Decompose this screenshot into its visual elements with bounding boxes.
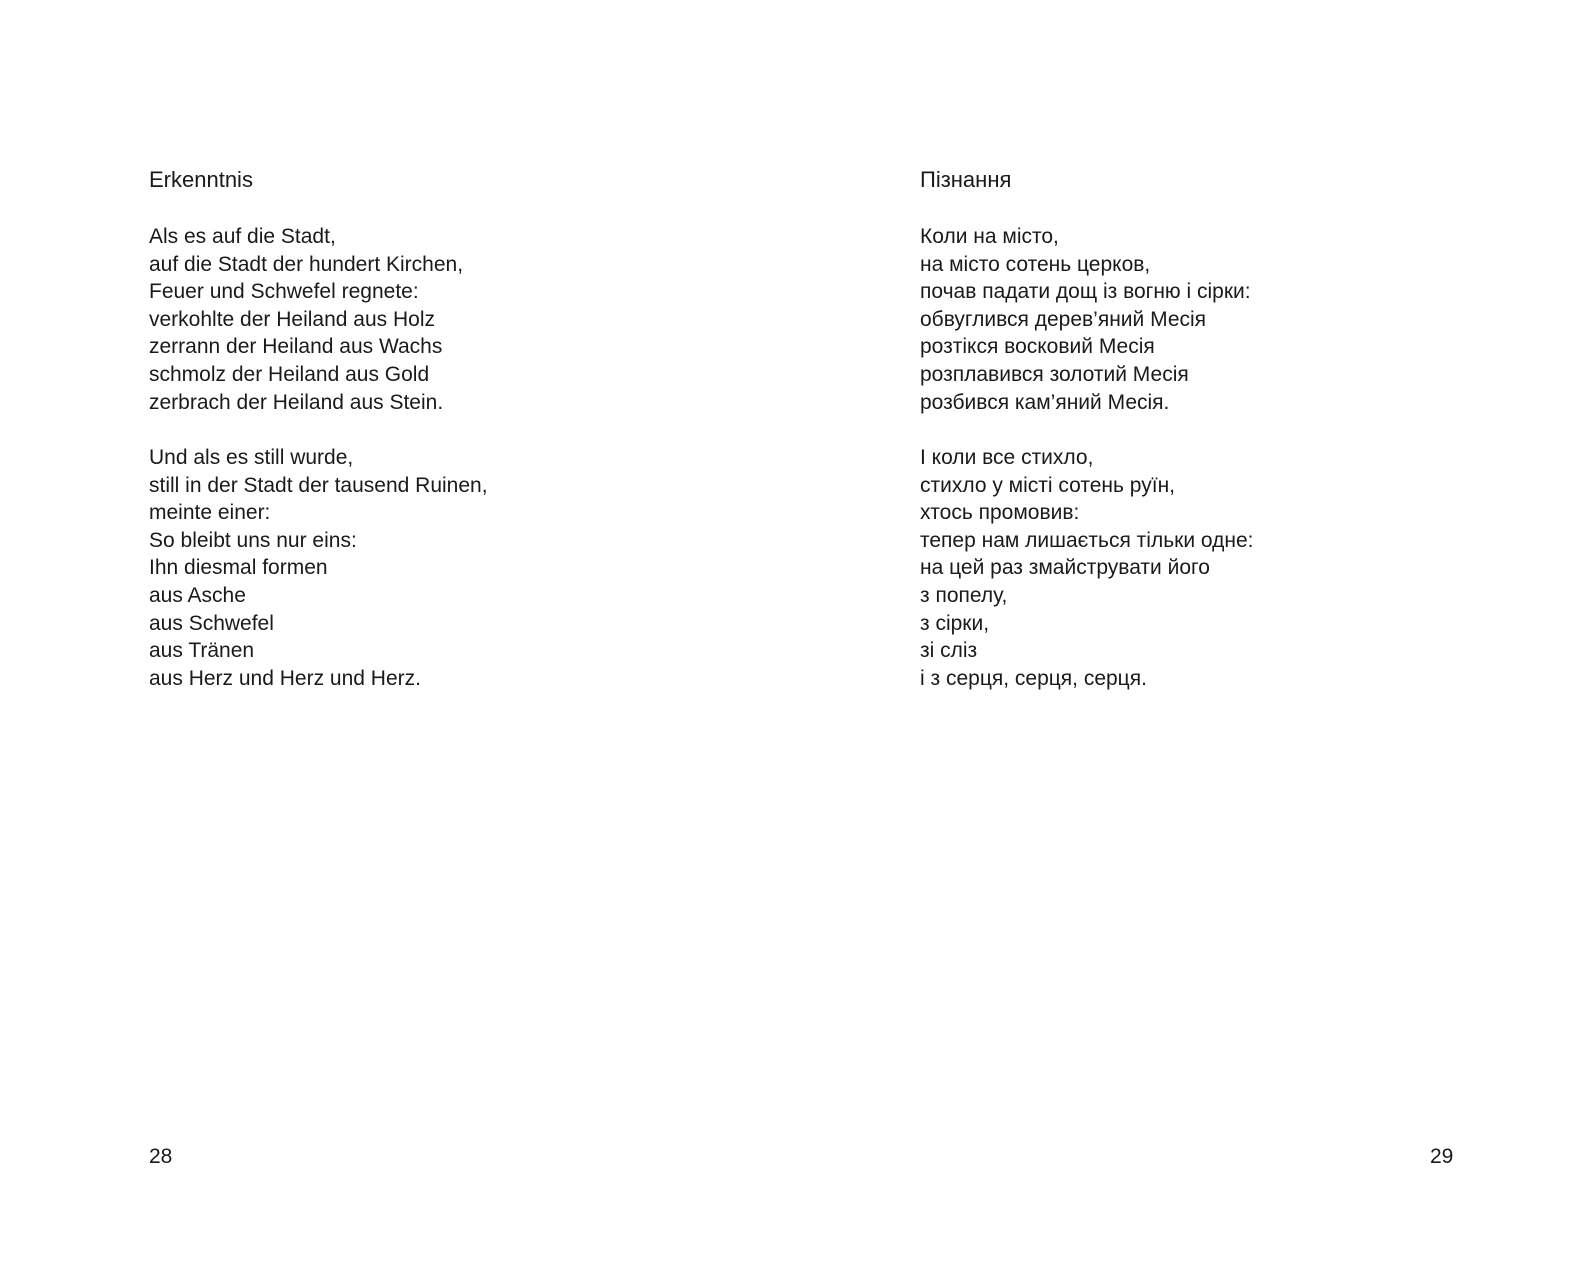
poem-line: still in der Stadt der tausend Ruinen, bbox=[149, 473, 488, 497]
poem-line: Feuer und Schwefel regnete: bbox=[149, 280, 419, 304]
stanza-1-ukrainian bbox=[920, 223, 1251, 416]
poem-line: обвуглився дерев’яний Месія bbox=[920, 307, 1207, 331]
poem-title-ukrainian: Пізнання bbox=[920, 167, 1012, 192]
poem-line: aus Asche bbox=[149, 583, 246, 607]
poem-line: розплавився золотий Месія bbox=[920, 362, 1189, 386]
poem-line: і з серця, серця, серця. bbox=[920, 666, 1147, 690]
poem-line: І коли все стихло, bbox=[920, 446, 1094, 469]
poem-line: aus Herz und Herz und Herz. bbox=[149, 666, 421, 690]
poem-line: з попелу, bbox=[920, 583, 1008, 607]
poem-line: aus Schwefel bbox=[149, 611, 274, 635]
poem-line: на місто сотень церков, bbox=[920, 252, 1151, 276]
poem-line: розбився кам’яний Месія. bbox=[920, 390, 1170, 414]
page-number-left: 28 bbox=[149, 1145, 173, 1168]
stanza-2-ukrainian bbox=[920, 444, 1253, 692]
poem-title-german: Erkenntnis bbox=[149, 167, 253, 192]
stanza-1-german bbox=[149, 223, 463, 416]
stanza-2-german bbox=[149, 444, 488, 692]
poem-line: Коли на місто, bbox=[920, 225, 1059, 248]
poem-line: zerrann der Heiland aus Wachs bbox=[149, 335, 443, 359]
poem-line: Ihn diesmal formen bbox=[149, 556, 328, 580]
poem-line: zerbrach der Heiland aus Stein. bbox=[149, 390, 444, 414]
poem-line: розтікся восковий Месія bbox=[920, 335, 1155, 359]
poem-line: зі сліз bbox=[920, 639, 978, 663]
poem-line: verkohlte der Heiland aus Holz bbox=[149, 307, 435, 331]
poem-line: Und als es still wurde, bbox=[149, 446, 354, 469]
poem-line: schmolz der Heiland aus Gold bbox=[149, 362, 430, 386]
poem-line: почав падати дощ із вогню і сірки: bbox=[920, 280, 1251, 304]
poem-line: auf die Stadt der hundert Kirchen, bbox=[149, 252, 464, 276]
poem-line: aus Tränen bbox=[149, 639, 255, 663]
poem-line: стихло у місті сотень руїн, bbox=[920, 473, 1176, 497]
poem-line: хтось промовив: bbox=[920, 501, 1080, 525]
page-number-right: 29 bbox=[1430, 1145, 1454, 1168]
poem-line: So bleibt uns nur eins: bbox=[149, 528, 357, 552]
poem-line: на цей раз змайструвати його bbox=[920, 556, 1210, 580]
poem-line: Als es auf die Stadt, bbox=[149, 225, 336, 248]
poem-line: тепер нам лишається тільки одне: bbox=[920, 528, 1254, 552]
right-page bbox=[797, 0, 1594, 1287]
poem-line: meinte einer: bbox=[149, 501, 271, 525]
poem-line: з сірки, bbox=[920, 611, 990, 635]
